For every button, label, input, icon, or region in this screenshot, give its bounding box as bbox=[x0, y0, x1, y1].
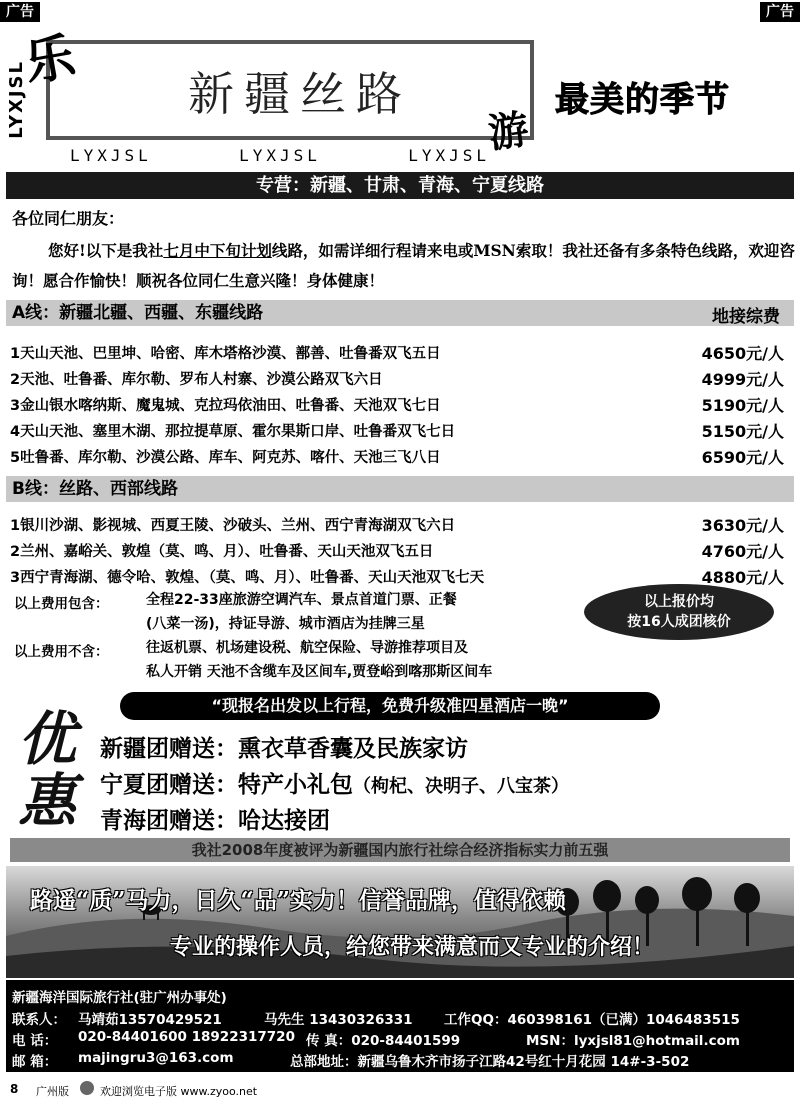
contact-msn: MSN：lyxjsl81@hotmail.com bbox=[526, 1033, 740, 1049]
gift-label: 宁夏团赠送： bbox=[100, 771, 238, 798]
greeting: 各位同仁朋友： bbox=[12, 209, 125, 228]
scenery-slogan-2: 专业的操作人员，给您带来满意而又专业的介绍！ bbox=[170, 934, 655, 960]
route-b3: 3西宁青海湖、德令哈、敦煌、（莫、鸣、月）、吐鲁番、天山天池双飞七天 bbox=[10, 570, 485, 586]
gift-value: 哈达接团 bbox=[238, 807, 330, 834]
line-b-title: B线：丝路、西部线路 bbox=[12, 479, 178, 499]
youhui-calligraphy bbox=[18, 705, 84, 835]
route-a5: 5吐鲁番、库尔勒、沙漠公路、库车、阿克苏、喀什、天池三飞八日 bbox=[10, 450, 441, 466]
ad-tag-left: 广告 bbox=[0, 2, 40, 22]
excluded-label: 以上费用不含： bbox=[14, 644, 109, 660]
price-note-badge bbox=[584, 584, 774, 640]
price-a2: 4999元/人 bbox=[701, 370, 784, 389]
included-line1: 全程22-33座旅游空调汽车、景点首道门票、正餐 bbox=[146, 592, 457, 608]
youhui-char: 优 bbox=[18, 705, 77, 773]
route-a3: 3金山银水喀纳斯、魔鬼城、克拉玛依油田、吐鲁番、天池双飞七日 bbox=[10, 398, 441, 414]
promo-banner: “现报名出发以上行程，免费升级准四星酒店一晚” bbox=[120, 692, 660, 720]
brand-glyph-top: 乐 bbox=[19, 26, 80, 93]
intro-highlight: 七月中下旬计划 bbox=[163, 241, 272, 260]
scenery-slogan-1: 路遥“质”马力，日久“品”实力！信誉品牌，值得依赖 bbox=[30, 887, 566, 914]
contact-person-2: 马先生 13430326331 bbox=[264, 1012, 413, 1028]
fee-header: 地接综费 bbox=[712, 307, 780, 327]
brand-title: 新疆丝路 bbox=[188, 67, 412, 121]
route-a4: 4天山天池、塞里木湖、那拉提草原、霍尔果斯口岸、吐鲁番双飞七日 bbox=[10, 424, 456, 440]
intro-paragraph bbox=[12, 236, 796, 296]
price-b3: 4880元/人 bbox=[701, 568, 784, 587]
slogan: 最美的季节 bbox=[555, 80, 730, 120]
brand-glyph-bottom: 游 bbox=[485, 105, 532, 158]
route-a2: 2天池、吐鲁番、库尔勒、罗布人村寨、沙漠公路双飞六日 bbox=[10, 372, 383, 388]
gift-value: 熏衣草香囊及民族家访 bbox=[238, 735, 468, 762]
contact-qq: 工作QQ：460398161（已满）1046483515 bbox=[444, 1012, 740, 1028]
line-a-header bbox=[6, 300, 794, 326]
badge-line1: 以上报价均 bbox=[644, 594, 714, 610]
ad-tag-right: 广告 bbox=[760, 2, 800, 22]
price-a5: 6590元/人 bbox=[701, 448, 784, 467]
gift-label: 青海团赠送： bbox=[100, 807, 238, 834]
page-footer bbox=[0, 1078, 800, 1100]
youhui-char: 惠 bbox=[18, 767, 77, 835]
contact-address: 总部地址：新疆乌鲁木齐市扬子江路42号红十月花园 14#-3-502 bbox=[290, 1054, 690, 1070]
price-b2: 4760元/人 bbox=[701, 542, 784, 561]
specialty-bar: 专营：新疆、甘肃、青海、宁夏线路 bbox=[6, 172, 794, 199]
intro-text: 线路，如需详细行程请来电或MSN索取！我社还备有多条特色线路，欢迎咨询！愿合作愉快！顺祝各位同仁生意兴隆！身体健康！ bbox=[12, 241, 795, 290]
route-a1: 1天山天池、巴里坤、哈密、库木塔格沙漠、鄯善、吐鲁番双飞五日 bbox=[10, 346, 441, 362]
route-b1: 1银川沙湖、影视城、西夏王陵、沙破头、兰州、西宁青海湖双飞六日 bbox=[10, 518, 456, 534]
contact-phone: 020-84401600 18922317720 bbox=[78, 1029, 295, 1045]
brand-code: LYXJSL bbox=[70, 146, 152, 165]
included-line2: (八菜一汤)，持证导游、城市酒店为挂牌三星 bbox=[146, 616, 425, 632]
route-b2: 2兰州、嘉峪关、敦煌（莫、鸣、月）、吐鲁番、天山天池双飞五日 bbox=[10, 544, 434, 560]
badge-line2: 按16人成团核价 bbox=[627, 614, 731, 630]
contacts-label: 联系人： bbox=[12, 1012, 66, 1028]
brand-code: LYXJSL bbox=[239, 146, 321, 165]
price-a3: 5190元/人 bbox=[701, 396, 784, 415]
excluded-line2: 私人开销 天池不含缆车及区间车,贾登峪到喀那斯区间车 bbox=[146, 664, 493, 680]
gift-label: 新疆团赠送： bbox=[100, 735, 238, 762]
price-a4: 5150元/人 bbox=[701, 422, 784, 441]
contact-footer bbox=[6, 980, 794, 1072]
phone-label: 电 话： bbox=[12, 1033, 58, 1049]
price-a1: 4650元/人 bbox=[701, 344, 784, 363]
price-b1: 3630元/人 bbox=[701, 516, 784, 535]
contact-email: majingru3@163.com bbox=[78, 1050, 234, 1066]
brand-vertical-code: LYXJSL bbox=[6, 60, 27, 139]
email-label: 邮 箱： bbox=[12, 1054, 58, 1070]
gift-value: 特产小礼包 bbox=[238, 771, 353, 798]
excluded-line1: 往返机票、机场建设税、航空保险、导游推荐项目及 bbox=[146, 640, 468, 656]
line-b-header bbox=[6, 476, 794, 502]
award-bar: 我社2008年度被评为新疆国内旅行社综合经济指标实力前五强 bbox=[10, 838, 790, 862]
gift-note: （枸杞、决明子、八宝茶） bbox=[353, 776, 569, 797]
page-number: 8 bbox=[10, 1082, 19, 1096]
brand-code: LYXJSL bbox=[408, 146, 490, 165]
edition-label: 广州版 bbox=[36, 1085, 69, 1098]
contact-fax: 传 真：020-84401599 bbox=[306, 1033, 461, 1049]
contact-person-1: 马靖茹13570429521 bbox=[78, 1012, 222, 1028]
included-label: 以上费用包含： bbox=[14, 596, 109, 612]
company-name: 新疆海洋国际旅行社(驻广州办事处) bbox=[12, 990, 227, 1006]
gift-qinghai bbox=[100, 802, 330, 835]
intro-text: 您好!以下是我社 bbox=[48, 241, 164, 260]
brand-code-row bbox=[70, 146, 490, 165]
line-a-title: A线：新疆北疆、西疆、东疆线路 bbox=[12, 303, 264, 323]
publication-logo-icon bbox=[80, 1081, 94, 1095]
gift-ningxia bbox=[100, 766, 569, 799]
gift-xinjiang bbox=[100, 730, 468, 763]
welcome-text: 欢迎浏览电子版 www.zyoo.net bbox=[100, 1085, 258, 1098]
